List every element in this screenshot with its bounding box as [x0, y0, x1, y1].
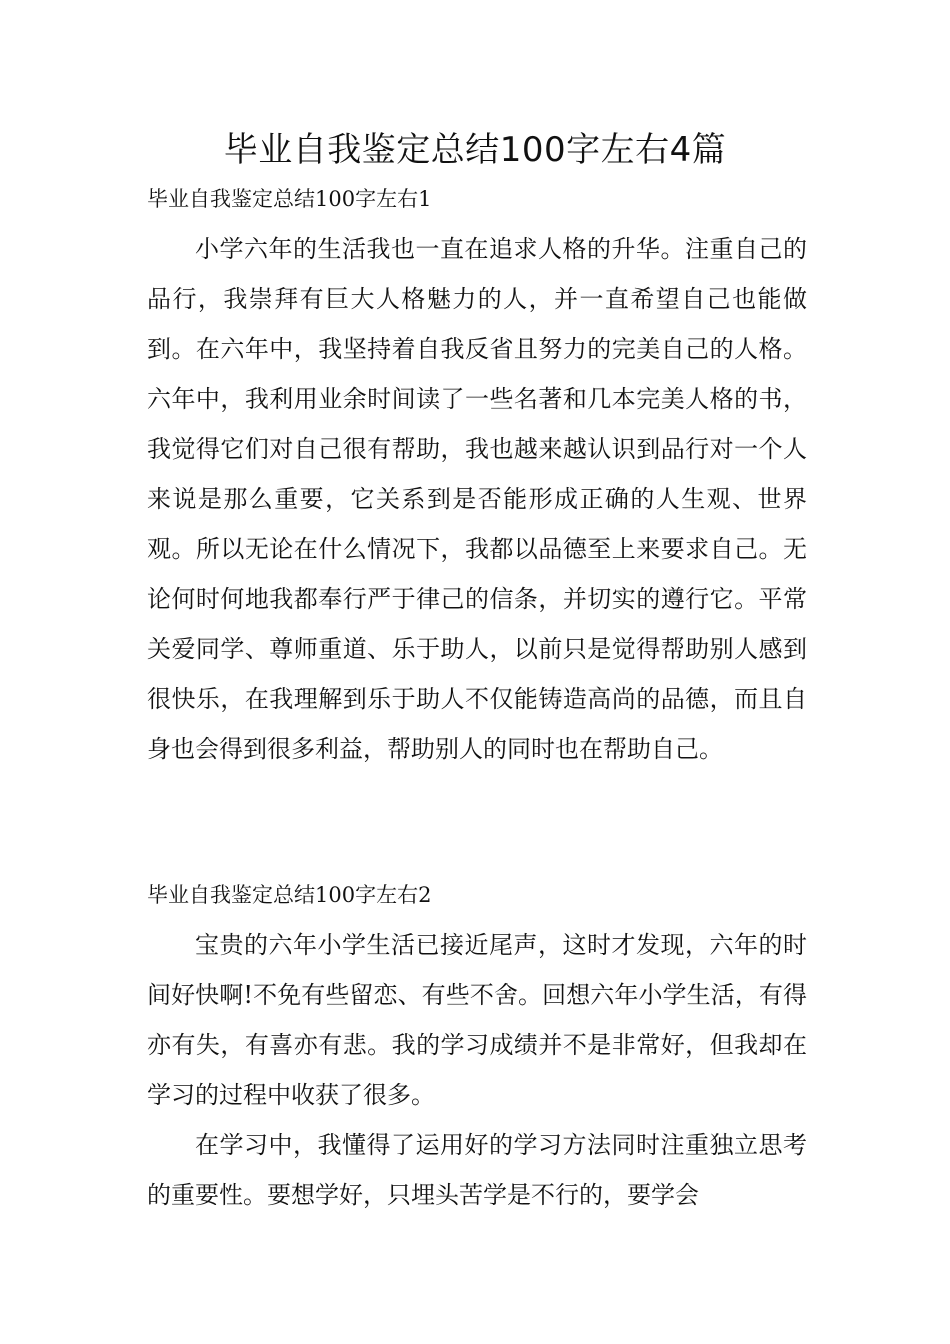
section-2-heading: 毕业自我鉴定总结100字左右2 — [147, 883, 432, 907]
section-1-paragraph-1: 小学六年的生活我也一直在追求人格的升华。注重自己的品行，我崇拜有巨大人格魅力的人，并一直希望自己也能做到。在六年中，我坚持着自我反省且努力的完美自己的人格。六年中，我利用业余时间读了一些名著和几本完美人格的书，我觉得它们对自己很有帮助，我也越来越认识到品行对一个人来说是那么重要，它关系到是否能形成正确的人生观、世界观。所以无论在什么情况下，我都以品德至上来要求自己。无论何时何地我都奉行严于律己的信条，并切实的遵行它。平常关爱同学、尊师重道、乐于助人，以前只是觉得帮助别人感到很快乐，在我理解到乐于助人不仅能铸造高尚的品德，而且自身也会得到很多利益，帮助别人的同时也在帮助自己。 — [147, 235, 807, 763]
section-1-heading: 毕业自我鉴定总结100字左右1 — [147, 187, 432, 211]
section-2-paragraph-1: 宝贵的六年小学生活已接近尾声，这时才发现，六年的时间好快啊!不免有些留恋、有些不舍。回想六年小学生活，有得亦有失，有喜亦有悲。我的学习成绩并不是非常好，但我却在学习的过程中收获了很多。 — [147, 931, 807, 1109]
section-2-paragraph-2: 在学习中，我懂得了运用好的学习方法同时注重独立思考的重要性。要想学好，只埋头苦学是不行的，要学会 — [147, 1131, 807, 1209]
document-title: 毕业自我鉴定总结100字左右4篇 — [223, 130, 727, 170]
